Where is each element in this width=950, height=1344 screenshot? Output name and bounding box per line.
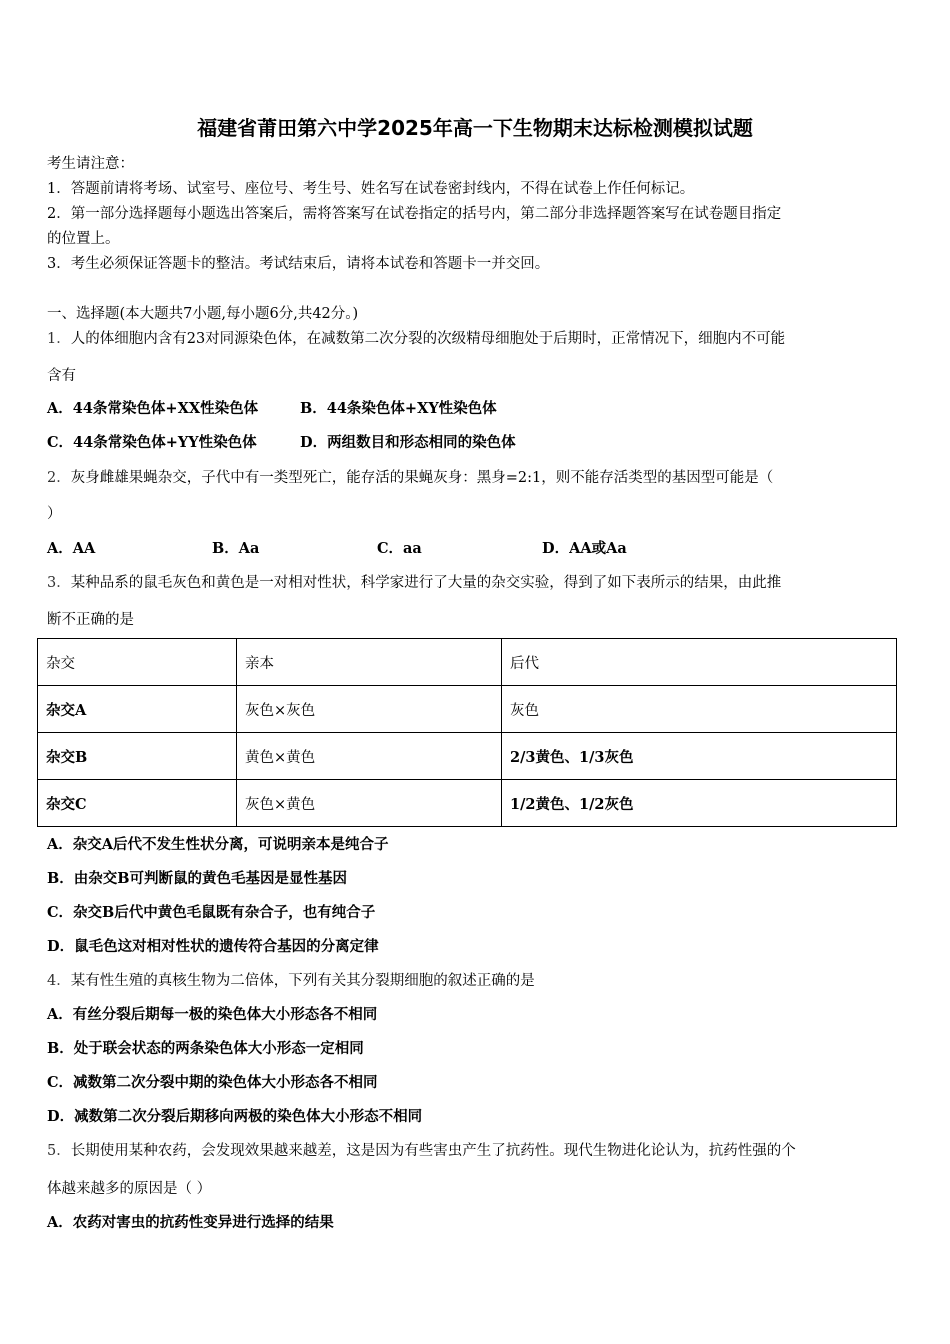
question-3-stem: [47, 571, 781, 592]
option-d: D．鼠毛色这对相对性状的遗传符合基因的分离定律: [47, 938, 379, 955]
question-text: 人的体细胞内含有23对同源染色体，在减数第二次分裂的次级精母细胞处于后期时，正常情况下，细胞内不可能: [70, 331, 786, 347]
notice-item: 1．答题前请将考场、试室号、座位号、考生号、姓名写在试卷密封线内，不得在试卷上作任何标记。: [47, 181, 695, 197]
option-a: A．有丝分裂后期每一极的染色体大小形态各不相同: [47, 1006, 378, 1023]
table-cell: 1/2黄色、1/2灰色: [502, 780, 897, 827]
question-text: 某有性生殖的真核生物为二倍体，下列有关其分裂期细胞的叙述正确的是: [70, 973, 535, 989]
option-c: C．减数第二次分裂中期的染色体大小形态各不相同: [47, 1074, 378, 1091]
table-header-cell: 后代: [502, 639, 897, 686]
table-cell: 灰色×黄色: [237, 780, 502, 827]
question-number: 5．: [47, 1143, 71, 1159]
option-c: C．aa: [377, 540, 422, 557]
option-a: A．农药对害虫的抗药性变异进行选择的结果: [47, 1214, 334, 1231]
table-cell: 灰色: [502, 686, 897, 733]
option-b: B．处于联会状态的两条染色体大小形态一定相同: [47, 1040, 364, 1057]
table-cell: 杂交C: [38, 780, 237, 827]
question-number: 1．: [47, 331, 71, 347]
option-a: A．杂交A后代不发生性状分离，可说明亲本是纯合子: [47, 836, 389, 853]
option-b: B．由杂交B可判断鼠的黄色毛基因是显性基因: [47, 870, 348, 887]
option-b: B．44条染色体+XY性染色体: [300, 400, 497, 417]
section-heading: 一、选择题(本大题共7小题,每小题6分,共42分。): [47, 306, 359, 322]
question-text: 某种品系的鼠毛灰色和黄色是一对相对性状，科学家进行了大量的杂交实验，得到了如下表所示的结果，由此推: [70, 575, 782, 591]
option-d: D．AA或Aa: [542, 540, 627, 557]
question-4-stem: [47, 969, 535, 990]
table-cell: 2/3黄色、1/3灰色: [502, 733, 897, 780]
option-c: C．44条常染色体+YY性染色体: [47, 434, 257, 451]
question-3-stem-cont: 断不正确的是: [47, 612, 134, 628]
question-1-stem-cont: 含有: [47, 368, 76, 384]
question-2-stem: [47, 466, 773, 487]
table-cell: 杂交A: [38, 686, 237, 733]
question-5-stem-cont: 体越来越多的原因是（ ）: [47, 1181, 212, 1197]
question-text: 灰身雌雄果蝇杂交，子代中有一类型死亡，能存活的果蝇灰身：黑身=2:1，则不能存活类型的基因型可能是（: [70, 470, 774, 486]
table-row: [38, 733, 897, 780]
cross-results-table: [37, 638, 897, 827]
notice-item: 的位置上。: [47, 231, 120, 247]
table-header-cell: 亲本: [237, 639, 502, 686]
table-cell: 灰色×灰色: [237, 686, 502, 733]
notice-heading: 考生请注意：: [47, 156, 134, 172]
question-number: 4．: [47, 973, 71, 989]
table-header-row: [38, 639, 897, 686]
question-5-stem: [47, 1139, 796, 1160]
question-number: 3．: [47, 575, 71, 591]
option-b: B．Aa: [212, 540, 260, 557]
option-d: D．减数第二次分裂后期移向两极的染色体大小形态不相同: [47, 1108, 423, 1125]
option-a: A．AA: [47, 540, 96, 557]
option-a: A．44条常染色体+XX性染色体: [47, 400, 259, 417]
question-text: 长期使用某种农药，会发现效果越来越差，这是因为有些害虫产生了抗药性。现代生物进化论认为，抗药性强的个: [70, 1143, 796, 1159]
table-row: [38, 780, 897, 827]
table-cell: 杂交B: [38, 733, 237, 780]
question-number: 2．: [47, 470, 71, 486]
notice-item: 2．第一部分选择题每小题选出答案后，需将答案写在试卷指定的括号内，第二部分非选择题答案写在试卷题目指定: [47, 206, 782, 222]
notice-item: 3．考生必须保证答题卡的整洁。考试结束后，请将本试卷和答题卡一并交回。: [47, 256, 550, 272]
page-title: 福建省莆田第六中学2025年高一下生物期末达标检测模拟试题: [197, 116, 753, 140]
table-cell: 黄色×黄色: [237, 733, 502, 780]
table-row: [38, 686, 897, 733]
option-d: D．两组数目和形态相同的染色体: [300, 434, 516, 451]
question-1-stem: [47, 327, 785, 348]
option-c: C．杂交B后代中黄色毛鼠既有杂合子，也有纯合子: [47, 904, 376, 921]
table-header-cell: 杂交: [38, 639, 237, 686]
question-2-stem-cont: ）: [47, 506, 62, 522]
